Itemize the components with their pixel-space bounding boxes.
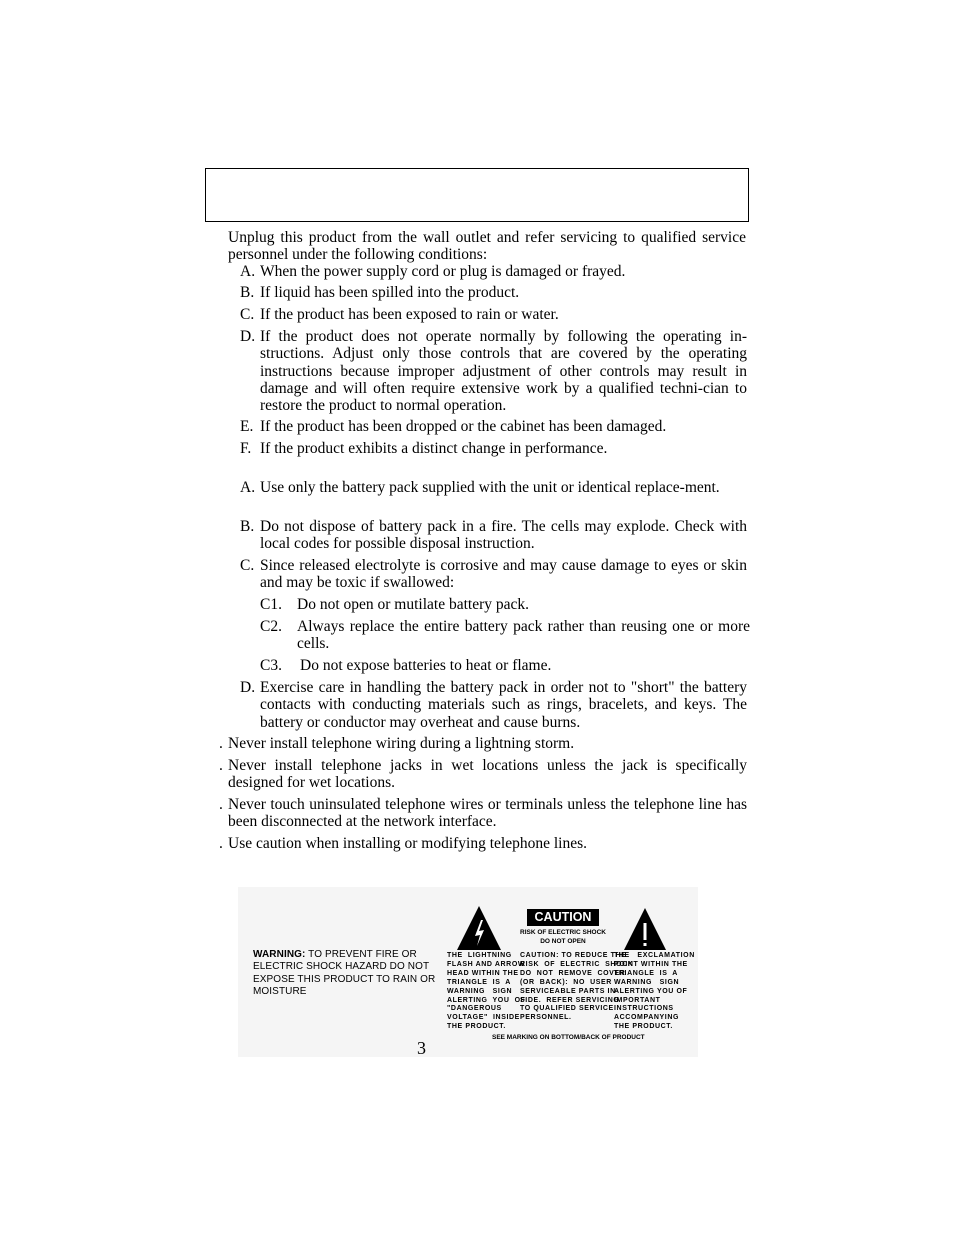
- item-label: E.: [240, 418, 254, 435]
- lightning-warning-triangle-icon: [455, 904, 503, 952]
- item-label: .: [219, 835, 223, 852]
- see-marking-note: SEE MARKING ON BOTTOM/BACK OF PRODUCT: [492, 1034, 645, 1041]
- item-label: C.: [240, 557, 255, 574]
- item-text: Always replace the entire battery pack rather than reusing one or more cells.: [297, 618, 750, 653]
- exclamation-warning-triangle-icon: [622, 906, 668, 952]
- item-text: Use only the battery pack supplied with the unit or identical replace-ment.: [260, 479, 720, 496]
- caution-label: CAUTION: [527, 909, 599, 926]
- item-label: F.: [240, 440, 252, 457]
- item-text: If the product has been dropped or the cabinet has been damaged.: [260, 418, 667, 435]
- risk-of-shock-text: RISK OF ELECTRIC SHOCK DO NOT OPEN: [520, 929, 606, 945]
- item-label: C2.: [260, 618, 282, 635]
- page-number: 3: [417, 1038, 426, 1058]
- item-text: Do not open or mutilate battery pack.: [297, 596, 530, 613]
- item-text: Do not expose batteries to heat or flame.: [300, 657, 552, 674]
- item-text: Never touch uninsulated telephone wires or terminals unless the telephone line has been disconnected at the network interface.: [228, 796, 747, 831]
- item-label: D.: [240, 679, 256, 696]
- warning-text: TO PREVENT FIRE OR ELECTRIC SHOCK HAZARD DO NOT EXPOSE THIS PRODUCT TO RAIN OR MOISTURE: [253, 949, 436, 998]
- item-text: If the product does not operate normally by following the operating in-structions. Adjust only those controls that are covered by the operating instructions because improper adjustment of other controls may result in damage and will often require extensive work by a qualified techni-cian to restore the product to normal operation.: [260, 328, 747, 415]
- service-intro: Unplug this product from the wall outlet and refer servicing to qualified service personnel under the following conditions:: [228, 229, 746, 264]
- item-label: .: [219, 735, 223, 752]
- item-label: B.: [240, 518, 255, 535]
- item-label: C.: [240, 306, 255, 323]
- item-label: C1.: [260, 596, 282, 613]
- item-text: Since released electrolyte is corrosive and may cause damage to eyes or skin and may be toxic if swallowed:: [260, 557, 747, 592]
- item-text: Do not dispose of battery pack in a fire. The cells may explode. Check with local codes for possible disposal instruction.: [260, 518, 747, 553]
- item-text: If liquid has been spilled into the product.: [260, 284, 520, 301]
- lightning-explanation: THE LIGHTNING FLASH AND ARROW HEAD WITHIN THE TRIANGLE IS A WARNING SIGN ALERTING YOU OF "DANGEROUS VOLTAGE" INSIDE THE PRODUCT.: [447, 952, 526, 1031]
- caution-explanation: CAUTION: TO REDUCE THE RISK OF ELECTRIC SHOCK DO NOT REMOVE COVER (OR BACK): NO USER SERVICEABLE PARTS IN- SIDE. REFER SERVICING TO QUALIFIED SERVICE PERSONNEL.: [520, 952, 634, 1022]
- item-label: C3.: [260, 657, 282, 674]
- warning-label: WARNING:: [253, 949, 306, 960]
- item-text: If the product exhibits a distinct change in performance.: [260, 440, 608, 457]
- item-text: If the product has been exposed to rain or water.: [260, 306, 559, 323]
- item-text: Exercise care in handling the battery pack in order not to "short" the battery contacts with conducting materials such as rings, bracelets, and keys. The battery or conductor may overheat and cause burns.: [260, 679, 747, 731]
- item-label: .: [219, 757, 223, 774]
- item-text: Never install telephone jacks in wet locations unless the jack is specifically designed for wet locations.: [228, 757, 747, 792]
- item-label: A.: [240, 479, 256, 496]
- exclamation-explanation: THE EXCLAMATION POINT WITHIN THE TRIANGLE IS A WARNING SIGN ALERTING YOU OF IMPORTANT INSTRUCTIONS ACCOMPANYING THE PRODUCT.: [614, 952, 695, 1031]
- item-label: D.: [240, 328, 256, 345]
- item-label: B.: [240, 284, 255, 301]
- item-text: Never install telephone wiring during a lightning storm.: [228, 735, 575, 752]
- warning-notice: [253, 949, 438, 999]
- section-header-box: [205, 168, 749, 222]
- item-text: When the power supply cord or plug is damaged or frayed.: [260, 263, 626, 280]
- item-label: .: [219, 796, 223, 813]
- item-label: A.: [240, 263, 256, 280]
- item-text: Use caution when installing or modifying telephone lines.: [228, 835, 588, 852]
